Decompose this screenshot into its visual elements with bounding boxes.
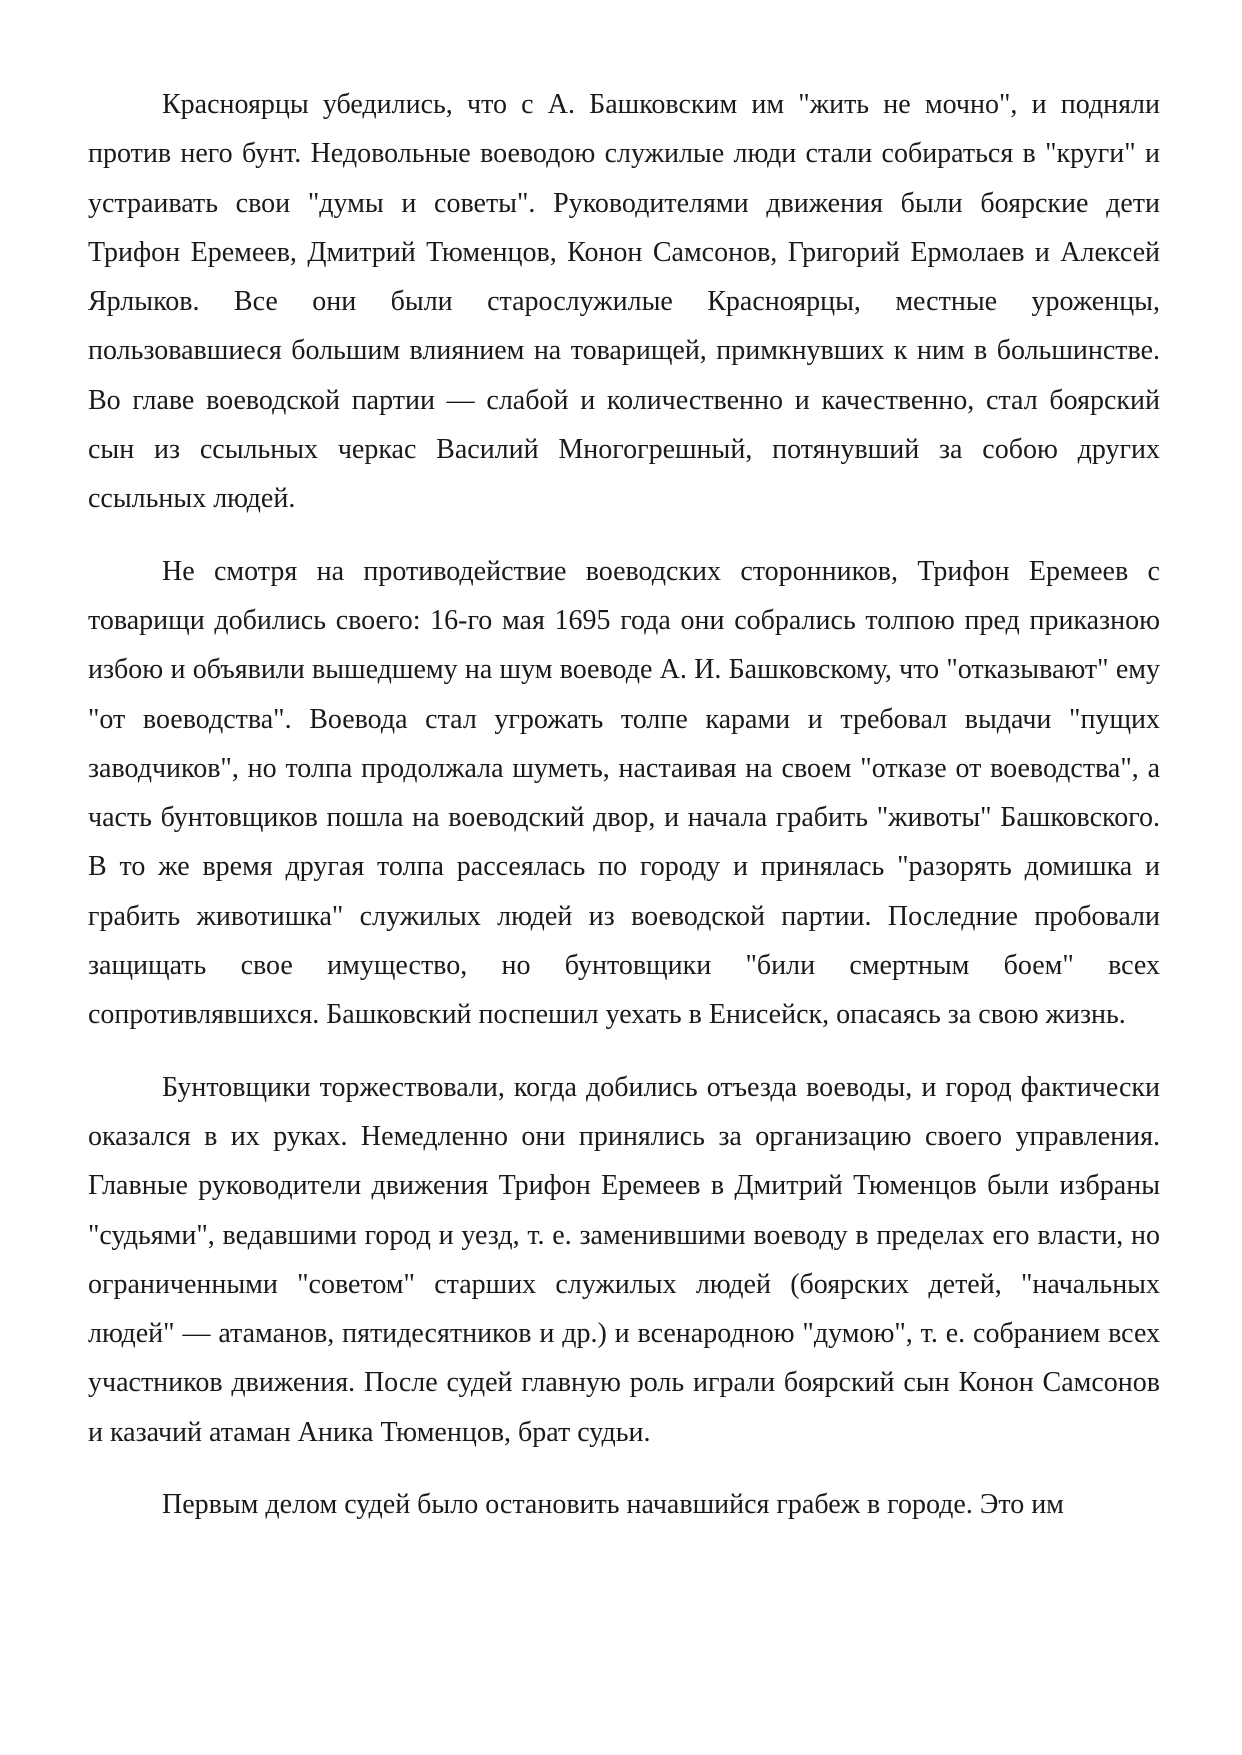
paragraph-2: Не смотря на противодействие воеводских сторонников, Трифон Еремеев с товарищи добились своего: 16-го мая 1695 года они собрались толпою пред приказною избою и объявили вышедшему на шум воеводе А. И. Башковскому, что "отказывают" ему "от воеводства". Воевода стал угрожать толпе карами и требовал выдачи "пущих заводчиков", но толпа продолжала шуметь, настаивая на своем "отказе от воеводства", а часть бунтовщиков пошла на воеводский двор, и начала грабить "животы" Башковского. В то же время другая толпа рассеялась по городу и принялась "разорять домишка и грабить животишка" служилых людей из воеводской партии. Последние пробовали защищать свое имущество, но бунтовщики "били смертным боем" всех сопротивлявшихся. Башковский поспешил уехать в Енисейск, опасаясь за свою жизнь. xyxy=(88,555,1160,1031)
document-body xyxy=(88,80,1160,1552)
paragraph-3: Бунтовщики торжествовали, когда добились отъезда воеводы, и город фактически оказался в их руках. Немедленно они принялись за организацию своего управления. Главные руководители движения Трифон Еремеев в Дмитрий Тюменцов были избраны "судьями", ведавшими город и уезд, т. е. заменившими воеводу в пределах его власти, но ограниченными "советом" старших служилых людей (боярских детей, "начальных людей" — атаманов, пятидесятников и др.) и всенародною "думою", т. е. собранием всех участников движения. После судей главную роль играли боярский сын Конон Самсонов и казачий атаман Аника Тюменцов, брат судьи. xyxy=(88,1071,1160,1448)
paragraph-1: Красноярцы убедились, что с А. Башковским им "жить не мочно", и подняли против него бунт. Недовольные воеводою служилые люди стали собираться в "круги" и устраивать свои "думы и советы". Руководителями движения были боярские дети Трифон Еремеев, Дмитрий Тюменцов, Конон Самсонов, Григорий Ермолаев и Алексей Ярлыков. Все они были старослужилые Красноярцы, местные уроженцы, пользовавшиеся большим влиянием на товарищей, примкнувших к ним в большинстве. Во главе воеводской партии — слабой и количественно и качественно, стал боярский сын из ссыльных черкас Василий Многогрешный, потянувший за собою других ссыльных людей. xyxy=(88,89,1160,515)
paragraph-4: Первым делом судей было остановить начавшийся грабеж в городе. Это им xyxy=(162,1489,1064,1521)
